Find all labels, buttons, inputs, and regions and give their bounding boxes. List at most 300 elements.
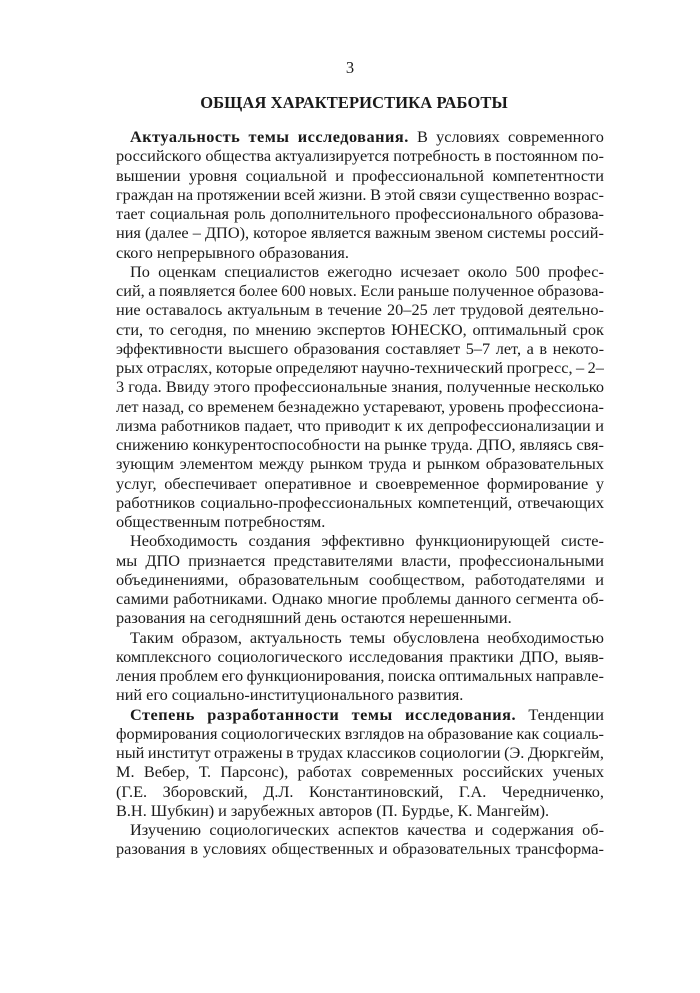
word: полученные bbox=[446, 377, 531, 397]
bold-lead-word: разработанности bbox=[207, 704, 340, 724]
word: по bbox=[232, 319, 250, 339]
word: на bbox=[177, 184, 194, 204]
word: функционирующей bbox=[415, 531, 551, 551]
word: Шубкин) bbox=[150, 800, 215, 820]
text-line bbox=[116, 647, 604, 666]
word: 2– bbox=[587, 358, 604, 377]
word: темы bbox=[349, 627, 386, 647]
word: этой bbox=[384, 184, 416, 204]
word: и bbox=[378, 839, 388, 859]
word: разования bbox=[116, 839, 186, 859]
word: образовательным bbox=[238, 569, 359, 589]
word: об- bbox=[582, 589, 604, 608]
word: трансформа- bbox=[515, 839, 604, 859]
word: ученых bbox=[552, 762, 604, 782]
word: актуальным bbox=[227, 300, 310, 320]
word: и bbox=[595, 569, 604, 589]
word: труда bbox=[368, 454, 407, 474]
word: систе- bbox=[561, 531, 604, 551]
word: жизни. bbox=[318, 184, 367, 204]
word: выяв- bbox=[564, 646, 604, 666]
word: образование bbox=[427, 723, 513, 743]
word: Мангейм). bbox=[476, 800, 550, 820]
word: рынком bbox=[426, 454, 480, 474]
word: раньше bbox=[397, 281, 450, 300]
word: ДПО, bbox=[519, 646, 559, 666]
word: года. bbox=[128, 377, 162, 397]
word: По bbox=[130, 261, 150, 281]
word: Дюркгейм, bbox=[527, 743, 604, 762]
word: исследования bbox=[348, 646, 444, 666]
word: профес- bbox=[548, 261, 604, 281]
word: классиков bbox=[346, 743, 417, 762]
word: работников bbox=[116, 492, 196, 512]
word: работников bbox=[160, 415, 240, 435]
paragraph-with-heading bbox=[116, 127, 604, 262]
word: направле- bbox=[535, 666, 604, 685]
word: социальной bbox=[245, 165, 327, 185]
word: протяжении bbox=[196, 184, 281, 204]
word: экспертов bbox=[317, 319, 386, 339]
word: отраслях, bbox=[146, 358, 213, 377]
paragraph bbox=[116, 262, 604, 532]
word: что bbox=[297, 415, 321, 435]
bold-lead-word: темы bbox=[248, 127, 290, 146]
word: некото- bbox=[552, 338, 604, 358]
word: звеном bbox=[434, 223, 484, 243]
word: устаревают, bbox=[363, 396, 446, 416]
word: важным bbox=[374, 223, 431, 243]
word: определяют bbox=[275, 358, 358, 377]
word: знания, bbox=[391, 377, 443, 397]
word: образования. bbox=[258, 242, 349, 262]
word: ДПО), bbox=[204, 223, 250, 243]
word: оперативное bbox=[264, 473, 352, 493]
bold-lead-word: исследования. bbox=[404, 704, 517, 724]
text-line bbox=[116, 204, 604, 223]
word: комплексного bbox=[116, 646, 212, 666]
paragraph bbox=[116, 531, 604, 627]
word: мнению bbox=[255, 319, 312, 339]
word: Константиновский, bbox=[309, 781, 444, 801]
word: временем bbox=[207, 396, 275, 416]
word: депрофессионализации bbox=[428, 415, 591, 435]
word: являясь bbox=[519, 435, 573, 454]
word: 500 bbox=[515, 261, 540, 281]
word: – bbox=[192, 223, 201, 243]
word: компетенций, bbox=[417, 492, 513, 512]
text-line bbox=[116, 628, 604, 647]
text-line bbox=[116, 435, 604, 454]
word: падает, bbox=[244, 415, 293, 435]
word: и bbox=[335, 165, 344, 185]
word: около bbox=[467, 261, 508, 281]
word: сегмента bbox=[515, 589, 578, 608]
word: об- bbox=[582, 820, 604, 839]
text-line bbox=[116, 589, 604, 608]
word: рынке bbox=[384, 435, 427, 454]
word: К. bbox=[457, 800, 473, 820]
word: ный bbox=[116, 743, 145, 762]
word: у bbox=[595, 473, 604, 493]
word: ДПО, bbox=[476, 435, 516, 454]
word: и bbox=[595, 415, 604, 435]
word: ежегодно bbox=[327, 261, 392, 281]
word: общественным bbox=[116, 512, 221, 531]
text-line bbox=[116, 551, 604, 570]
word: всей bbox=[283, 184, 315, 204]
word: исчезает bbox=[400, 261, 460, 281]
word: В bbox=[370, 184, 381, 204]
word: к bbox=[394, 415, 403, 435]
word: самими bbox=[116, 589, 169, 608]
word: формирования bbox=[116, 723, 218, 743]
word: россий- bbox=[549, 223, 604, 243]
word: развития. bbox=[397, 685, 464, 705]
text-line bbox=[116, 531, 604, 550]
text-line bbox=[116, 608, 604, 627]
word: социально-профессиональных bbox=[200, 492, 413, 512]
word: рынком bbox=[309, 454, 363, 474]
word: социологии bbox=[419, 743, 501, 762]
text-line bbox=[116, 377, 604, 396]
word: остаются bbox=[340, 608, 406, 628]
word: компетентности bbox=[492, 165, 604, 185]
word: Г.А. bbox=[458, 781, 487, 801]
word: непрерывного bbox=[156, 242, 255, 262]
text-line bbox=[116, 223, 604, 242]
word: Т. bbox=[198, 762, 212, 782]
word: Если bbox=[360, 281, 395, 300]
word: уровень bbox=[448, 396, 505, 416]
word: профессионального bbox=[395, 204, 533, 223]
word: 3 bbox=[116, 377, 125, 397]
word: (Г.Е. bbox=[116, 781, 148, 801]
word: а bbox=[526, 338, 534, 358]
word: актуализируется bbox=[275, 146, 390, 166]
word: как bbox=[516, 723, 540, 743]
word: лет, bbox=[495, 338, 522, 358]
word: (далее bbox=[145, 223, 189, 243]
word: российского bbox=[116, 146, 202, 166]
word: 5–7 bbox=[465, 338, 491, 358]
word: оставалось bbox=[145, 300, 223, 320]
word: на bbox=[189, 608, 206, 628]
text-line bbox=[116, 512, 604, 531]
word: уровня bbox=[188, 165, 238, 185]
word: своевременное bbox=[375, 473, 480, 493]
word: качества bbox=[407, 820, 467, 839]
word: необходимостью bbox=[487, 627, 604, 647]
word: работниками. bbox=[173, 589, 268, 608]
word: разования bbox=[116, 608, 186, 628]
word: проблем bbox=[159, 666, 219, 685]
word: оценкам bbox=[158, 261, 217, 281]
word: сегодняшний bbox=[209, 608, 302, 628]
word: ние bbox=[116, 300, 141, 320]
word: ний bbox=[116, 685, 143, 705]
text-line bbox=[116, 281, 604, 300]
word: прогресс, bbox=[506, 358, 573, 377]
word: образования bbox=[293, 338, 380, 358]
word: Чередниченко, bbox=[501, 781, 604, 801]
word: этого bbox=[213, 377, 251, 397]
word: со bbox=[188, 396, 204, 416]
word: потребностям. bbox=[224, 512, 326, 531]
word: функционирования, bbox=[246, 666, 385, 685]
word: их bbox=[406, 415, 424, 435]
word: полученное bbox=[452, 281, 534, 300]
word: работодателями bbox=[474, 569, 586, 589]
word: лизма bbox=[116, 415, 157, 435]
word: связи bbox=[419, 184, 457, 204]
word: отвечающих bbox=[517, 492, 604, 512]
word: роль bbox=[233, 204, 266, 223]
paragraph bbox=[116, 628, 604, 705]
word: деятельно- bbox=[528, 300, 604, 320]
word: приводит bbox=[325, 415, 390, 435]
text-line bbox=[116, 243, 604, 262]
word: образовательных bbox=[485, 454, 604, 474]
word: образовательных bbox=[392, 839, 511, 859]
word: обеспечивает bbox=[164, 473, 257, 493]
word: трудовой bbox=[460, 300, 524, 320]
word: Парсонс), bbox=[220, 762, 289, 782]
word: сий, bbox=[116, 281, 145, 300]
word: социологических bbox=[221, 723, 342, 743]
word: постоянном bbox=[495, 146, 578, 166]
word: срок bbox=[572, 319, 604, 339]
word: актуальность bbox=[249, 627, 342, 647]
word: формирование bbox=[486, 473, 589, 493]
word: образова- bbox=[537, 281, 604, 300]
word: представителями bbox=[273, 550, 393, 570]
word: трудах bbox=[297, 743, 344, 762]
word: в bbox=[483, 146, 492, 166]
word: проблемы bbox=[381, 589, 452, 608]
text-line bbox=[116, 724, 604, 743]
word: труда. bbox=[430, 435, 473, 454]
bold-lead-word: темы bbox=[351, 704, 393, 724]
word: в bbox=[315, 300, 323, 320]
word: в bbox=[286, 743, 294, 762]
word: которые bbox=[215, 358, 273, 377]
word: зарубежных bbox=[230, 800, 315, 820]
word: рых bbox=[116, 358, 144, 377]
text-line bbox=[116, 146, 604, 165]
bold-lead-word: Степень bbox=[130, 704, 195, 724]
word: Ввиду bbox=[165, 377, 210, 397]
word: содержания bbox=[491, 820, 574, 839]
word: практики bbox=[449, 646, 514, 666]
word: сегодня, bbox=[169, 319, 227, 339]
word: Вебер, bbox=[143, 762, 190, 782]
word: современного bbox=[508, 127, 604, 146]
word: Д.Л. bbox=[263, 781, 294, 801]
word: лет bbox=[432, 300, 456, 320]
word: Зборовский, bbox=[162, 781, 248, 801]
word: авторов bbox=[318, 800, 373, 820]
word: российских bbox=[462, 762, 544, 782]
word: более bbox=[238, 281, 278, 300]
word: 20–25 bbox=[387, 300, 428, 320]
text-line bbox=[116, 820, 604, 839]
word: лет bbox=[116, 396, 139, 416]
word: несколько bbox=[534, 377, 604, 397]
text-line bbox=[116, 397, 604, 416]
document-body bbox=[116, 127, 604, 859]
text-line bbox=[116, 416, 604, 435]
text-line bbox=[116, 474, 604, 493]
word: работах bbox=[297, 762, 352, 782]
word: назад, bbox=[142, 396, 185, 416]
word: современных bbox=[361, 762, 454, 782]
word: сообществом, bbox=[368, 569, 465, 589]
word: 600 bbox=[281, 281, 306, 300]
text-line bbox=[116, 358, 604, 377]
word: профессиональной bbox=[352, 165, 484, 185]
word: условиях bbox=[436, 127, 500, 146]
word: социологических bbox=[209, 820, 330, 839]
word: (Э. bbox=[504, 743, 525, 762]
word: ния bbox=[116, 223, 141, 243]
word: оптимальный bbox=[472, 319, 567, 339]
word: эффективно bbox=[321, 531, 405, 551]
word: на bbox=[407, 723, 424, 743]
bold-lead-word: Актуальность bbox=[130, 127, 241, 146]
word: (П. bbox=[376, 800, 398, 820]
word: услуг, bbox=[116, 473, 157, 493]
word: Изучению bbox=[130, 820, 201, 839]
paragraph-with-heading bbox=[116, 705, 604, 821]
word: а bbox=[148, 281, 156, 300]
word: которое bbox=[253, 223, 307, 243]
word: условиях bbox=[203, 839, 267, 859]
word: специалистов bbox=[224, 261, 320, 281]
word: высшего bbox=[228, 338, 289, 358]
word: зующим bbox=[116, 454, 174, 474]
word: Однако bbox=[271, 589, 323, 608]
word: по- bbox=[581, 146, 604, 166]
word: В.Н. bbox=[116, 800, 147, 820]
word: день bbox=[305, 608, 337, 628]
text-line bbox=[116, 493, 604, 512]
word: научно-технический bbox=[361, 358, 504, 377]
word: признается bbox=[188, 550, 266, 570]
word: власти, bbox=[401, 550, 452, 570]
word: профессиональными bbox=[459, 550, 604, 570]
word: течение bbox=[327, 300, 382, 320]
word: возрас- bbox=[553, 184, 604, 204]
word: многие bbox=[327, 589, 378, 608]
text-line bbox=[116, 339, 604, 358]
word: профессиональные bbox=[254, 377, 388, 397]
word: и bbox=[218, 800, 227, 820]
word: образом, bbox=[181, 627, 242, 647]
text-line bbox=[116, 762, 604, 781]
word: элементом bbox=[179, 454, 254, 474]
text-line bbox=[116, 320, 604, 339]
text-line bbox=[116, 166, 604, 185]
word: образова- bbox=[537, 204, 604, 223]
text-line bbox=[116, 782, 604, 801]
word: новых. bbox=[309, 281, 357, 300]
text-line bbox=[116, 705, 604, 724]
word: Тенденции bbox=[528, 704, 604, 724]
word: и bbox=[412, 454, 422, 474]
text-line bbox=[116, 839, 604, 858]
word: создания bbox=[248, 531, 311, 551]
word: социаль- bbox=[542, 723, 604, 743]
text-line bbox=[116, 666, 604, 685]
word: ЮНЕСКО, bbox=[391, 319, 467, 339]
word: Необходимость bbox=[130, 531, 238, 551]
word: сти, bbox=[116, 319, 144, 339]
word: между bbox=[258, 454, 305, 474]
word: оптимальных bbox=[438, 666, 533, 685]
word: – bbox=[576, 358, 585, 377]
word: социальная bbox=[149, 204, 229, 223]
word: Бурдье, bbox=[401, 800, 454, 820]
word: ДПО bbox=[145, 550, 181, 570]
text-line bbox=[116, 685, 604, 704]
word: ления bbox=[116, 666, 157, 685]
text-line bbox=[116, 127, 604, 146]
text-line bbox=[116, 743, 604, 762]
word: эффективности bbox=[116, 338, 223, 358]
word: то bbox=[148, 319, 164, 339]
word: в bbox=[190, 839, 199, 859]
word: ского bbox=[116, 242, 153, 262]
word: граждан bbox=[116, 184, 174, 204]
word: системы bbox=[487, 223, 546, 243]
word: объединениями, bbox=[116, 569, 229, 589]
word: вышении bbox=[116, 165, 181, 185]
word: потребность bbox=[393, 146, 480, 166]
word: снижению bbox=[116, 435, 189, 454]
word: и bbox=[358, 473, 368, 493]
word: взглядов bbox=[344, 723, 405, 743]
text-line bbox=[116, 185, 604, 204]
section-title: ОБЩАЯ ХАРАКТЕРИСТИКА РАБОТЫ bbox=[200, 93, 508, 112]
word: его bbox=[221, 666, 244, 685]
word: существенно bbox=[460, 184, 551, 204]
word: его bbox=[146, 685, 168, 705]
word: обусловлена bbox=[393, 627, 480, 647]
word: Таким bbox=[130, 627, 174, 647]
word: социологического bbox=[217, 646, 343, 666]
text-line bbox=[116, 454, 604, 473]
text-line bbox=[116, 300, 604, 319]
word: аспектов bbox=[337, 820, 399, 839]
text-line bbox=[116, 570, 604, 589]
word: в bbox=[539, 338, 548, 358]
word: и bbox=[474, 820, 484, 839]
word: отражены bbox=[213, 743, 283, 762]
word: свя- bbox=[576, 435, 604, 454]
paragraph bbox=[116, 820, 604, 859]
word: нерешенными. bbox=[409, 608, 512, 628]
page-number: 3 bbox=[345, 58, 355, 77]
word: безнадежно bbox=[277, 396, 360, 416]
word: данного bbox=[455, 589, 512, 608]
word: В bbox=[417, 127, 428, 146]
bold-lead-word: исследования. bbox=[297, 127, 409, 146]
word: на bbox=[364, 435, 381, 454]
word: поиска bbox=[387, 666, 436, 685]
text-line bbox=[116, 262, 604, 281]
text-line bbox=[116, 801, 604, 820]
